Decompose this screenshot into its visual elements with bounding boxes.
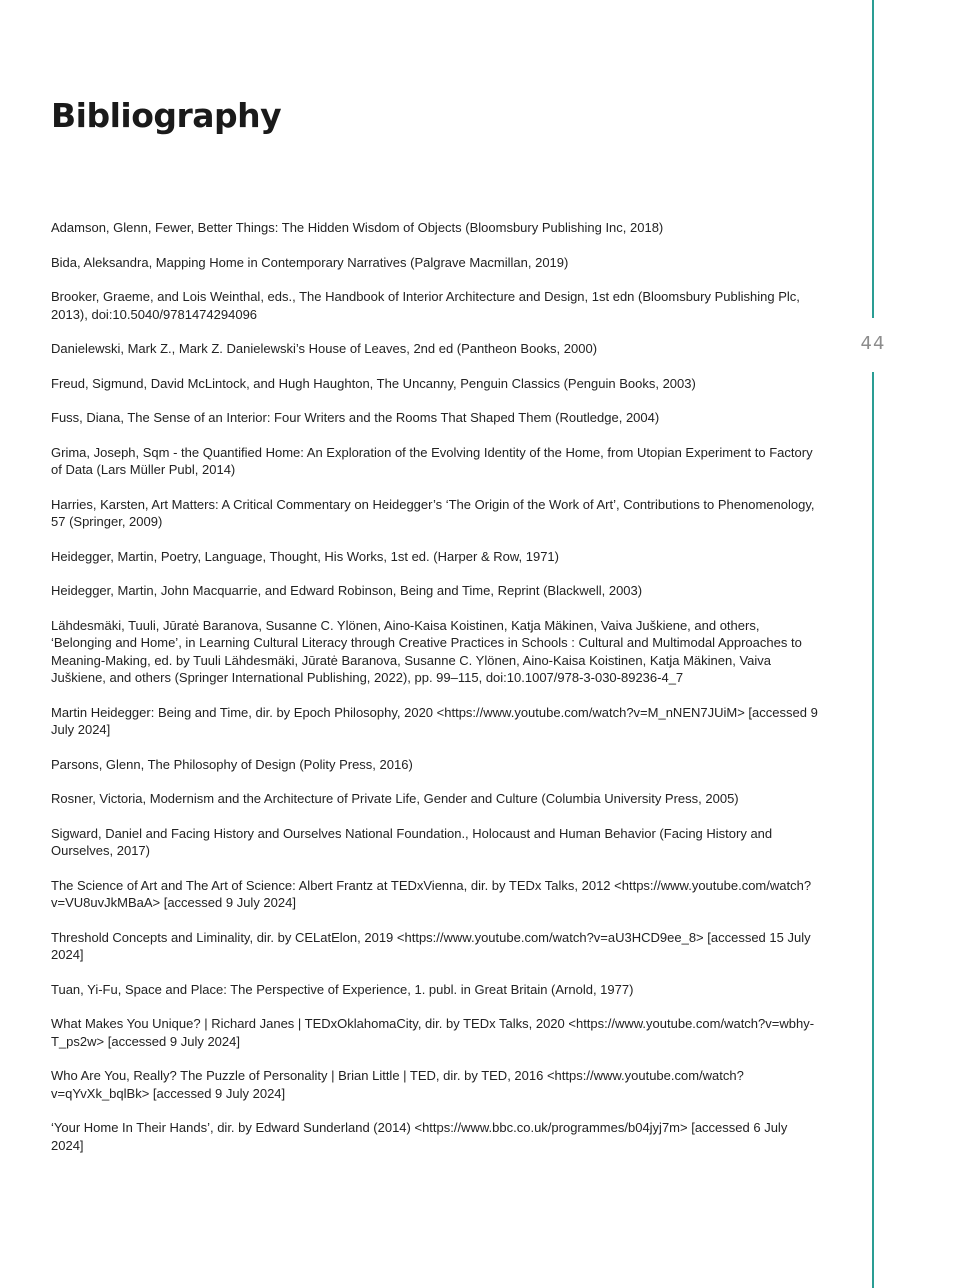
bibliography-entry: Brooker, Graeme, and Lois Weinthal, eds., The Handbook of Interior Architecture and Design, 1st edn (Bloomsbury Publishing Plc, 2013), doi:10.5040/9781474294096 bbox=[51, 289, 800, 322]
margin-rule-top bbox=[872, 0, 874, 318]
bibliography-entry: What Makes You Unique? | Richard Janes | TEDxOklahomaCity, dir. by TEDx Talks, 2020 <https://www.youtube.com/watch?v=wbhy-T_ps2w> [accessed 9 July 2024] bbox=[51, 1016, 815, 1049]
bibliography-entry: The Science of Art and The Art of Science: Albert Frantz at TEDxVienna, dir. by TEDx Talks, 2012 <https://www.youtube.com/watch?v=VU8uvJkMBaA> [accessed 9 July 2024] bbox=[51, 877, 812, 910]
bibliography-entry: Who Are You, Really? The Puzzle of Personality | Brian Little | TED, dir. by TED, 2016 <https://www.youtube.com/watch?v=qYvXk_bqlBk> [accessed 9 July 2024] bbox=[51, 1068, 744, 1101]
page-number: 44 bbox=[860, 333, 886, 354]
bibliography-entry: Fuss, Diana, The Sense of an Interior: Four Writers and the Rooms That Shaped Them (Routledge, 2004) bbox=[51, 410, 660, 425]
bibliography-entry: Bida, Aleksandra, Mapping Home in Contemporary Narratives (Palgrave Macmillan, 2019) bbox=[51, 254, 569, 270]
bibliography-entry: ‘Your Home In Their Hands’, dir. by Edward Sunderland (2014) <https://www.bbc.co.uk/programmes/b04jyj7m> [accessed 6 July 2024] bbox=[51, 1120, 788, 1153]
bibliography-list bbox=[51, 219, 821, 1171]
bibliography-entry: Heidegger, Martin, John Macquarrie, and Edward Robinson, Being and Time, Reprint (Blackwell, 2003) bbox=[51, 583, 643, 598]
bibliography-entry: Heidegger, Martin, Poetry, Language, Thought, His Works, 1st ed. (Harper & Row, 1971) bbox=[51, 548, 559, 564]
page-title: Bibliography bbox=[51, 96, 282, 135]
bibliography-entry: Lähdesmäki, Tuuli, Jūratė Baranova, Susanne C. Ylönen, Aino-Kaisa Koistinen, Katja Mäkinen, Vaiva Juškiene, and others, ‘Belonging and Home’, in Learning Cultural Literacy through Creative Practices in Schools : Cultural and Multimodal Approaches to Meaning-Making, ed. by Tuuli Lähdesmäki, Jūratė Baranova, Susanne C. Ylönen, Aino-Kaisa Koistinen, Katja Mäkinen, Vaiva Juškiene, and others (Springer International Publishing, 2022), pp. 99–115, doi:10.1007/978-3-030-89236-4_7 bbox=[51, 617, 802, 685]
bibliography-entry: Rosner, Victoria, Modernism and the Architecture of Private Life, Gender and Culture (Columbia University Press, 2005) bbox=[51, 791, 739, 806]
bibliography-entry: Adamson, Glenn, Fewer, Better Things: The Hidden Wisdom of Objects (Bloomsbury Publishing Inc, 2018) bbox=[51, 220, 664, 235]
bibliography-entry: Danielewski, Mark Z., Mark Z. Danielewski’s House of Leaves, 2nd ed (Pantheon Books, 2000) bbox=[51, 341, 598, 356]
bibliography-entry: Sigward, Daniel and Facing History and Ourselves National Foundation., Holocaust and Human Behavior (Facing History and Ourselves, 2017) bbox=[51, 825, 773, 858]
bibliography-entry: Grima, Joseph, Sqm - the Quantified Home: An Exploration of the Evolving Identity of the Home, from Utopian Experiment to Factory of Data (Lars Müller Publ, 2014) bbox=[51, 444, 813, 477]
bibliography-entry: Threshold Concepts and Liminality, dir. by CELatElon, 2019 <https://www.youtube.com/watch?v=aU3HCD9ee_8> [accessed 15 July 2024] bbox=[51, 929, 811, 962]
bibliography-entry: Tuan, Yi-Fu, Space and Place: The Perspective of Experience, 1. publ. in Great Britain (Arnold, 1977) bbox=[51, 981, 634, 997]
bibliography-entry: Harries, Karsten, Art Matters: A Critical Commentary on Heidegger’s ‘The Origin of the Work of Art’, Contributions to Phenomenology, 57 (Springer, 2009) bbox=[51, 496, 815, 529]
bibliography-entry: Parsons, Glenn, The Philosophy of Design (Polity Press, 2016) bbox=[51, 756, 413, 772]
margin-rule-bottom bbox=[872, 372, 874, 1288]
bibliography-entry: Martin Heidegger: Being and Time, dir. by Epoch Philosophy, 2020 <https://www.youtube.com/watch?v=M_nNEN7JUiM> [accessed 9 July 2024] bbox=[51, 704, 818, 737]
bibliography-entry: Freud, Sigmund, David McLintock, and Hugh Haughton, The Uncanny, Penguin Classics (Penguin Books, 2003) bbox=[51, 375, 696, 391]
